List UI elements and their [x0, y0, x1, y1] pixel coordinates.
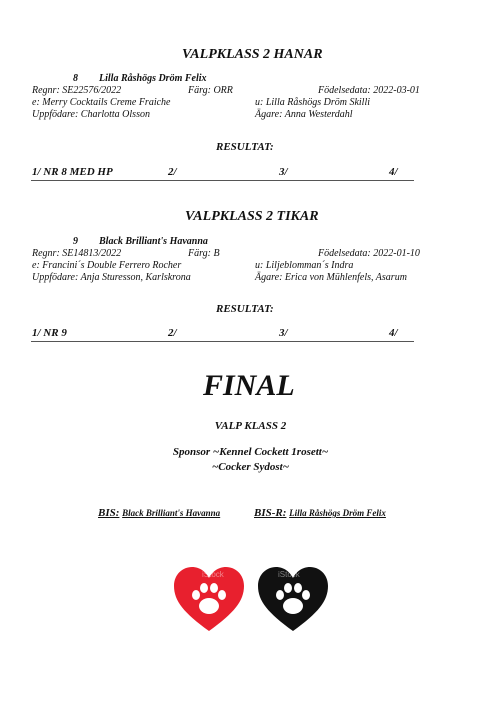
class2-result-rule: [31, 341, 414, 342]
bis-label: BIS:: [98, 507, 120, 519]
class1-father: e: Merry Cocktails Creme Fraiche: [32, 97, 171, 108]
class1-heading: VALPKLASS 2 HANAR: [182, 47, 323, 62]
bisr-dog-name: Lilla Råshögs Dröm Felix: [289, 508, 386, 518]
class2-result-title: RESULTAT:: [216, 303, 274, 315]
class1-result-2: 2/: [168, 166, 177, 178]
class1-result-rule: [31, 180, 414, 181]
class2-result-3: 3/: [279, 327, 288, 339]
class1-entry-name: Lilla Råshögs Dröm Felix: [99, 73, 207, 84]
class2-regnr: Regnr: SE14813/2022: [32, 248, 122, 259]
class1-entry-number: 8: [73, 73, 78, 84]
red-heart-paw-icon: [172, 565, 246, 635]
class2-breeder: Uppfödare: Anja Sturesson, Karlskrona: [32, 272, 191, 283]
class2-father: e: Francini´s Double Ferrero Rocher: [32, 260, 182, 271]
sponsor-line-2: ~Cocker Sydost~: [211, 461, 289, 473]
class1-mother: u: Lilla Råshögs Dröm Skilli: [255, 97, 371, 108]
final-title: FINAL: [203, 369, 295, 402]
class2-result-2: 2/: [168, 327, 177, 339]
watermark-right: iStock: [278, 570, 300, 579]
class1-result-1: 1/ NR 8 MED HP: [32, 166, 113, 178]
class1-owner: Ägare: Anna Westerdahl: [255, 109, 353, 120]
class2-fodd: Födelsedata: 2022-01-10: [318, 248, 420, 259]
sponsor-line-1: Sponsor ~Kennel Cockett 1rosett~: [172, 446, 329, 458]
class2-mother: u: Liljeblomman´s Indra: [255, 260, 354, 271]
class2-farg: Färg: B: [188, 248, 220, 259]
bis-result: [98, 507, 220, 519]
watermark-left: iStock: [202, 570, 224, 579]
bisr-label: BIS-R:: [254, 507, 287, 519]
bis-dog-name: Black Brilliant's Havanna: [122, 508, 221, 518]
class2-entry-number: 9: [73, 236, 78, 247]
class1-farg: Färg: ORR: [188, 85, 233, 96]
class1-result-3: 3/: [279, 166, 288, 178]
class1-breeder: Uppfödare: Charlotta Olsson: [32, 109, 150, 120]
black-heart-paw-icon: [256, 565, 330, 635]
class1-fodd: Födelsedata: 2022-03-01: [318, 85, 420, 96]
class2-result-1: 1/ NR 9: [32, 327, 67, 339]
class2-owner: Ägare: Erica von Mühlenfels, Asarum: [255, 272, 407, 283]
class1-regnr: Regnr: SE22576/2022: [32, 85, 122, 96]
class1-result-title: RESULTAT:: [216, 141, 274, 153]
class2-entry-name: Black Brilliant's Havanna: [99, 236, 208, 247]
class2-result-4: 4/: [389, 327, 398, 339]
class1-result-4: 4/: [389, 166, 398, 178]
bisr-result: [254, 507, 386, 519]
final-subtitle: VALP KLASS 2: [214, 420, 287, 432]
class2-heading: VALPKLASS 2 TIKAR: [185, 209, 319, 224]
